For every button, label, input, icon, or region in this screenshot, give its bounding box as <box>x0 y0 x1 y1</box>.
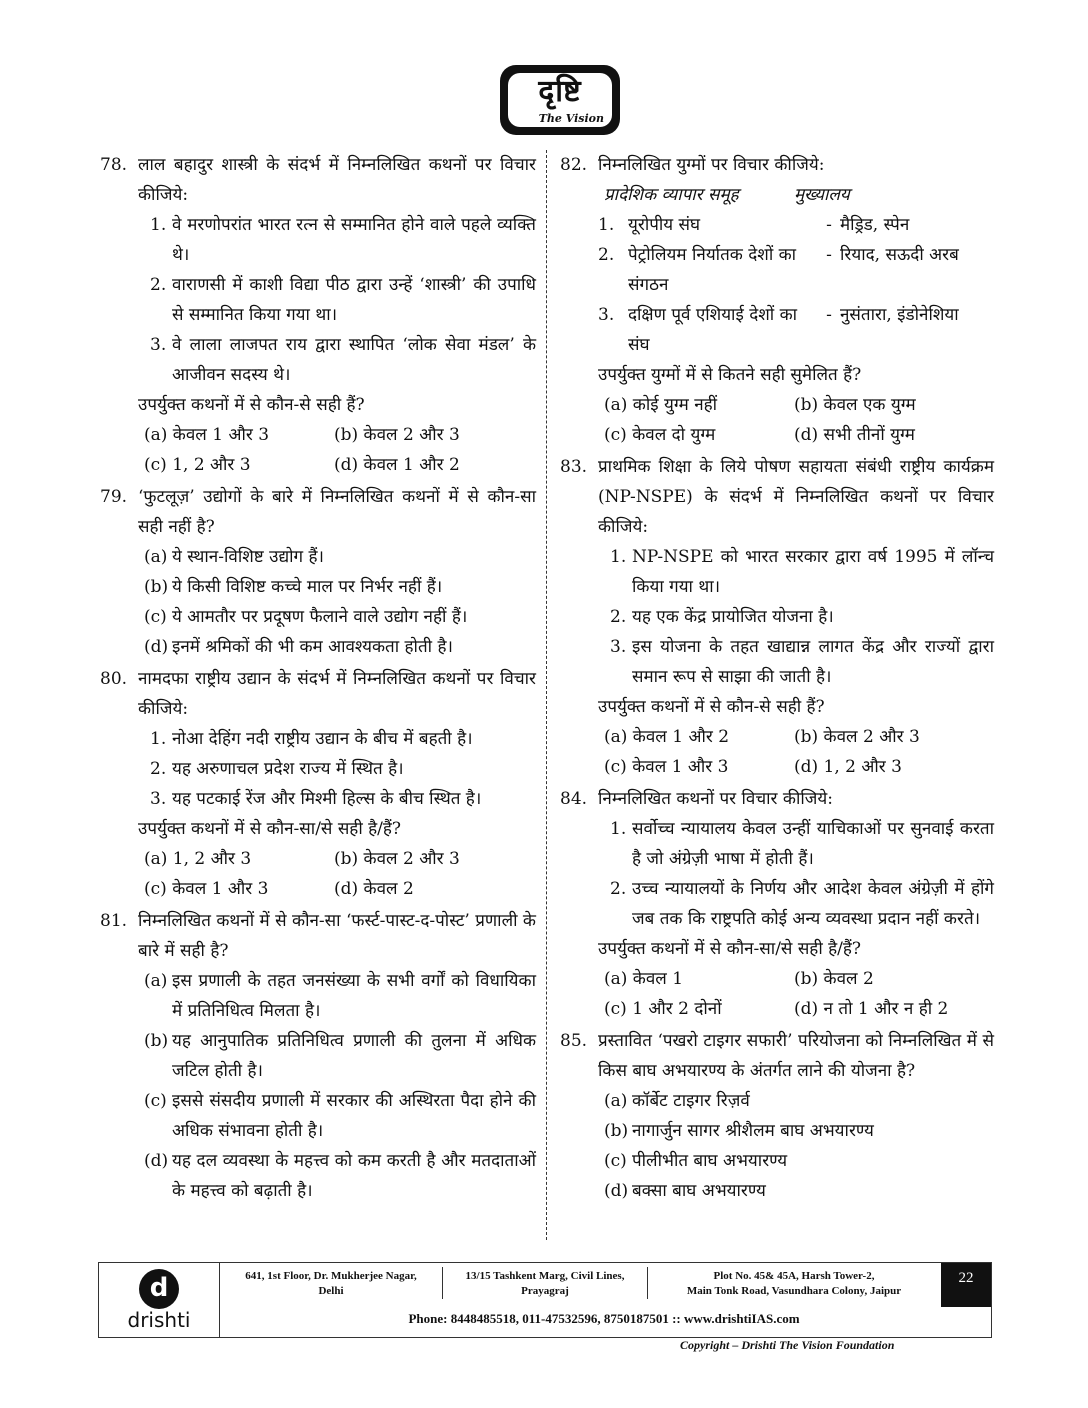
question-text: निम्नलिखित कथनों में से कौन-सा ‘फर्स्ट-पास्ट-द-पोस्ट’ प्रणाली के बारे में सही है? <box>138 911 536 961</box>
question-80 <box>100 664 536 904</box>
options-grid <box>144 844 536 904</box>
question-text: प्रस्तावित ‘पखरो टाइगर सफारी’ परियोजना को निम्नलिखित में से किस बाघ अभयारण्य के अंतर्गत लाने की योजना है? <box>598 1031 994 1081</box>
statement: 3. इस योजना के तहत खाद्यान्न लागत केंद्र और राज्यों द्वारा समान रूप से साझा की जाती है। <box>610 637 994 687</box>
options-grid <box>604 964 994 1024</box>
question-number: 80. <box>100 669 128 689</box>
question-text: निम्नलिखित कथनों पर विचार कीजिये: <box>598 789 833 809</box>
option: (a) कोई युग्म नहीं <box>604 395 718 415</box>
options-grid <box>604 722 994 782</box>
question-prompt: उपर्युक्त कथनों में से कौन-से सही हैं? <box>598 697 825 717</box>
footer-separator <box>442 1267 443 1299</box>
option: (d) बक्सा बाघ अभयारण्य <box>604 1181 766 1201</box>
option: (d) 1, 2 और 3 <box>794 757 902 777</box>
page-number: 22 <box>941 1263 991 1307</box>
option: (c) इससे संसदीय प्रणाली में सरकार की अस्थिरता पैदा होने की अधिक संभावना होती है। <box>144 1091 536 1141</box>
option: (c) 1 और 2 दोनों <box>604 999 722 1019</box>
option: (c) ये आमतौर पर प्रदूषण फैलाने वाले उद्योग नहीं हैं। <box>144 607 468 627</box>
drishti-d-icon: d <box>139 1269 179 1309</box>
question-number: 83. <box>560 457 588 477</box>
statement: 2. यह अरुणाचल प्रदेश राज्य में स्थित है। <box>150 759 404 779</box>
option: (d) इनमें श्रमिकों की भी कम आवश्यकता होती है। <box>144 637 453 657</box>
drishti-logo <box>500 65 620 135</box>
question-text: ‘फुटलूज़’ उद्योगों के बारे में निम्नलिखित कथनों में से कौन-सा सही नहीं है? <box>138 487 536 537</box>
option: (a) केवल 1 <box>604 969 684 989</box>
pair-header: प्रादेशिक व्यापार समूह मुख्यालय <box>604 185 850 205</box>
option: (c) पीलीभीत बाघ अभयारण्य <box>604 1151 788 1171</box>
option: (d) यह दल व्यवस्था के महत्त्व को कम करती है और मतदाताओं के महत्त्व को बढ़ाती है। <box>144 1151 536 1201</box>
question-prompt: उपर्युक्त कथनों में से कौन-से सही हैं? <box>138 395 365 415</box>
option: (a) ये स्थान-विशिष्ट उद्योग हैं। <box>144 547 325 567</box>
question-prompt: उपर्युक्त युग्मों में से कितने सही सुमेलित हैं? <box>598 365 862 385</box>
footer-separator <box>647 1267 648 1299</box>
option: (d) केवल 1 और 2 <box>334 455 460 475</box>
footer-logo <box>99 1263 220 1337</box>
pair-row: 1. यूरोपीय संघ - मैड्रिड, स्पेन <box>598 215 910 235</box>
statement: 1. वे मरणोपरांत भारत रत्न से सम्मानित होने वाले पहले व्यक्ति थे। <box>150 215 536 265</box>
logo-title: दृष्टि <box>538 74 582 109</box>
address-delhi: 641, 1st Floor, Dr. Mukherjee Nagar, Delhi <box>245 1270 417 1297</box>
option: (c) 1, 2 और 3 <box>144 455 251 475</box>
footer-contact: Phone: 8448485518, 011-47532596, 8750187501 :: www.drishtiIAS.com <box>408 1311 800 1326</box>
question-prompt: उपर्युक्त कथनों में से कौन-सा/से सही है/हैं? <box>138 819 402 839</box>
pair-row: 2. पेट्रोलियम निर्यातक देशों का संगठन - रियाद, सऊदी अरब <box>598 245 959 295</box>
option: (a) 1, 2 और 3 <box>144 849 252 869</box>
pair-row: 3. दक्षिण पूर्व एशियाई देशों का संघ - नुसंतारा, इंडोनेशिया <box>598 305 959 355</box>
question-number: 84. <box>560 789 588 809</box>
option: (b) नागार्जुन सागर श्रीशैलम बाघ अभयारण्य <box>604 1121 874 1141</box>
question-78 <box>100 150 536 480</box>
question-number: 79. <box>100 487 128 507</box>
question-text: प्राथमिक शिक्षा के लिये पोषण सहायता संबंधी राष्ट्रीय कार्यक्रम (NP-NSPE) के संदर्भ में निम्नलिखित कथनों पर विचार कीजिये: <box>598 457 994 537</box>
left-column <box>100 150 536 1208</box>
statement: 2. यह एक केंद्र प्रायोजित योजना है। <box>610 607 834 627</box>
option: (d) सभी तीनों युग्म <box>794 425 915 445</box>
question-text: निम्नलिखित युग्मों पर विचार कीजिये: <box>598 155 825 175</box>
option: (a) कॉर्बेट टाइगर रिज़र्व <box>604 1091 750 1111</box>
question-number: 85. <box>560 1031 588 1051</box>
option: (b) केवल 2 और 3 <box>334 849 460 869</box>
option: (c) केवल दो युग्म <box>604 425 716 445</box>
option: (a) इस प्रणाली के तहत जनसंख्या के सभी वर्गों को विधायिका में प्रतिनिधित्व मिलता है। <box>144 971 536 1021</box>
address-jaipur: Plot No. 45& 45A, Harsh Tower-2, Main Tonk Road, Vasundhara Colony, Jaipur <box>686 1270 902 1297</box>
options-grid <box>144 420 536 480</box>
question-prompt: उपर्युक्त कथनों में से कौन-सा/से सही है/हैं? <box>598 939 862 959</box>
question-82 <box>560 150 994 450</box>
option: (b) ये किसी विशिष्ट कच्चे माल पर निर्भर नहीं हैं। <box>144 577 443 597</box>
option: (b) केवल एक युग्म <box>794 395 916 415</box>
question-number: 82. <box>560 155 588 175</box>
statement: 1. सर्वोच्च न्यायालय केवल उन्हीं याचिकाओं पर सुनवाई करता है जो अंग्रेज़ी भाषा में होती हैं। <box>610 819 994 869</box>
question-85 <box>560 1026 994 1206</box>
option: (b) केवल 2 और 3 <box>334 425 460 445</box>
question-83 <box>560 452 994 782</box>
question-number: 81. <box>100 911 128 931</box>
statement: 3. वे लाला लाजपत राय द्वारा स्थापित ‘लोक सेवा मंडल’ के आजीवन सदस्य थे। <box>150 335 536 385</box>
question-text: लाल बहादुर शास्त्री के संदर्भ में निम्नलिखित कथनों पर विचार कीजिये: <box>138 155 536 205</box>
option: (b) केवल 2 और 3 <box>794 727 920 747</box>
statement: 3. यह पटकाई रेंज और मिश्मी हिल्स के बीच स्थित है। <box>150 789 482 809</box>
options-grid <box>604 390 994 450</box>
question-81 <box>100 906 536 1206</box>
option: (c) केवल 1 और 3 <box>604 757 729 777</box>
option: (b) केवल 2 <box>794 969 874 989</box>
option: (c) केवल 1 और 3 <box>144 879 269 899</box>
statement: 2. उच्च न्यायालयों के निर्णय और आदेश केवल अंग्रेज़ी में होंगे जब तक कि राष्ट्रपति कोई अन्य व्यवस्था प्रदान नहीं करते। <box>610 879 994 929</box>
address-prayagraj: 13/15 Tashkent Marg, Civil Lines, Prayagraj <box>465 1270 625 1297</box>
option: (d) केवल 2 <box>334 879 414 899</box>
question-text: नामदफा राष्ट्रीय उद्यान के संदर्भ में निम्नलिखित कथनों पर विचार कीजिये: <box>138 669 536 719</box>
question-79 <box>100 482 536 662</box>
option: (a) केवल 1 और 2 <box>604 727 730 747</box>
option: (b) यह आनुपातिक प्रतिनिधित्व प्रणाली की तुलना में अधिक जटिल होती है। <box>144 1031 536 1081</box>
statement: 1. नोआ देहिंग नदी राष्ट्रीय उद्यान के बीच में बहती है। <box>150 729 473 749</box>
option: (a) केवल 1 और 3 <box>144 425 270 445</box>
statement: 2. वाराणसी में काशी विद्या पीठ द्वारा उन्हें ‘शास्त्री’ की उपाधि से सम्मानित किया गया था। <box>150 275 536 325</box>
statement: 1. NP-NSPE को भारत सरकार द्वारा वर्ष 1995 में लॉन्च किया गया था। <box>610 547 994 597</box>
question-number: 78. <box>100 155 128 175</box>
question-84 <box>560 784 994 1024</box>
copyright: Copyright – Drishti The Vision Foundation <box>680 1338 895 1352</box>
column-divider <box>546 150 547 1240</box>
page-footer <box>98 1262 992 1338</box>
right-column <box>560 150 994 1208</box>
footer-brand: drishti <box>127 1308 191 1332</box>
logo-subtitle: The Vision <box>538 112 604 125</box>
option: (d) न तो 1 और न ही 2 <box>794 999 949 1019</box>
